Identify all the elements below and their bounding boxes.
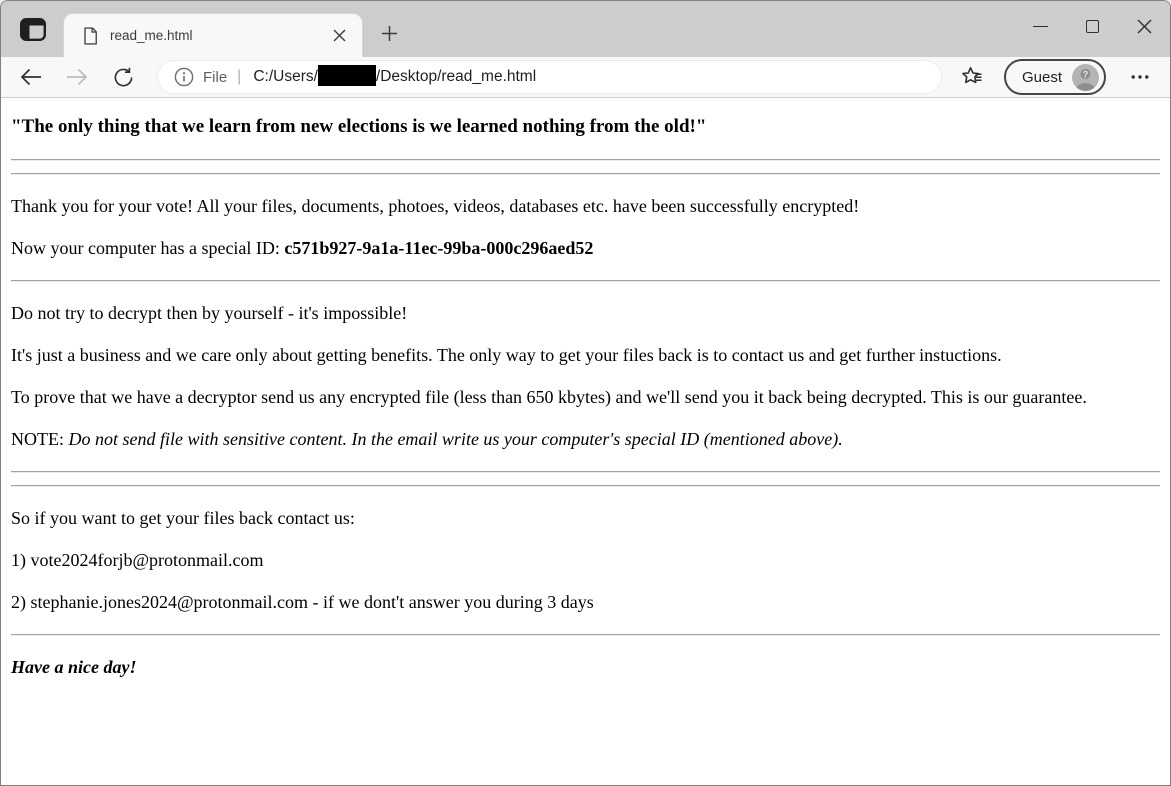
ransom-heading: "The only thing that we learn from new elections is we learned nothing from the old!"	[11, 116, 707, 137]
paragraph-business: It's just a business and we care only about getting benefits. The only way to get your files back is to contact us and get further instuctions.	[11, 345, 1002, 365]
paragraph-proof-offer: To prove that we have a decryptor send us any encrypted file (less than 650 kbytes) and we'll send you it back being decrypted. This is our guarantee.	[11, 387, 1087, 407]
browser-tab[interactable]	[63, 13, 363, 57]
favorites-button[interactable]	[954, 60, 990, 94]
window-controls	[1014, 1, 1170, 51]
toolbar-right-tools	[954, 59, 1158, 95]
file-scheme-label: File	[203, 68, 228, 86]
title-bar	[1, 1, 1170, 57]
ellipsis-icon	[1131, 74, 1149, 80]
plus-icon	[381, 25, 398, 42]
favorites-star-icon	[960, 66, 984, 88]
url-suffix: /Desktop/read_me.html	[375, 68, 537, 86]
divider	[11, 280, 1160, 282]
note-text: Do not send file with sensitive content. In the email write us your computer's special ID (mentioned above).	[68, 429, 843, 449]
refresh-icon	[113, 67, 134, 88]
paragraph-do-not-decrypt: Do not try to decrypt then by yourself - it's impossible!	[11, 303, 408, 323]
new-tab-button[interactable]	[373, 17, 405, 49]
address-bar[interactable]	[157, 60, 942, 94]
tab-title: read_me.html	[110, 28, 193, 43]
tab-actions-menu-button[interactable]	[18, 16, 48, 43]
refresh-button[interactable]	[105, 60, 141, 94]
divider	[11, 159, 1160, 161]
redacted-username	[318, 65, 376, 86]
close-icon	[333, 29, 346, 42]
window-close-button[interactable]	[1118, 1, 1170, 51]
settings-menu-button[interactable]	[1122, 60, 1158, 94]
back-button[interactable]	[13, 60, 49, 94]
paragraph-thanks: Thank you for your vote! All your files, documents, photoes, videos, databases etc. have been successfully encrypted!	[11, 196, 860, 216]
tab-actions-icon	[20, 18, 46, 41]
paragraph-contact-intro: So if you want to get your files back contact us:	[11, 508, 355, 528]
minimize-icon	[1033, 26, 1048, 27]
special-id-prefix: Now your computer has a special ID:	[11, 238, 285, 258]
note-label: NOTE:	[11, 429, 69, 449]
back-arrow-icon	[20, 68, 42, 86]
divider	[11, 471, 1160, 473]
paragraph-note	[11, 429, 1160, 450]
contact-email-1: 1) vote2024forjb@protonmail.com	[11, 550, 264, 570]
info-icon	[174, 67, 194, 87]
forward-button[interactable]	[59, 60, 95, 94]
maximize-icon	[1086, 20, 1099, 33]
page-content	[1, 98, 1170, 785]
contact-email-2: 2) stephanie.jones2024@protonmail.com - if we dont't answer you during 3 days	[11, 592, 594, 612]
tab-close-button[interactable]	[326, 23, 352, 49]
divider	[11, 634, 1160, 636]
page-favicon-icon	[80, 26, 100, 46]
url-prefix: C:/Users/	[253, 68, 318, 86]
divider	[11, 173, 1160, 175]
paragraph-special-id	[11, 238, 1160, 259]
special-id-value: c571b927-9a1a-11ec-99ba-000c296aed52	[284, 238, 594, 258]
profile-label: Guest	[1021, 68, 1062, 86]
svg-text:?: ?	[1082, 69, 1089, 80]
closing-message: Have a nice day!	[11, 657, 137, 677]
minimize-button[interactable]	[1014, 1, 1066, 51]
address-separator: |	[237, 68, 242, 85]
guest-avatar-icon	[1072, 64, 1099, 91]
maximize-button[interactable]	[1066, 1, 1118, 51]
navigation-toolbar	[1, 57, 1170, 98]
close-icon	[1137, 19, 1152, 34]
forward-arrow-icon	[66, 68, 88, 86]
address-url	[253, 68, 536, 86]
divider	[11, 485, 1160, 487]
guest-profile-button[interactable]	[1004, 59, 1106, 95]
